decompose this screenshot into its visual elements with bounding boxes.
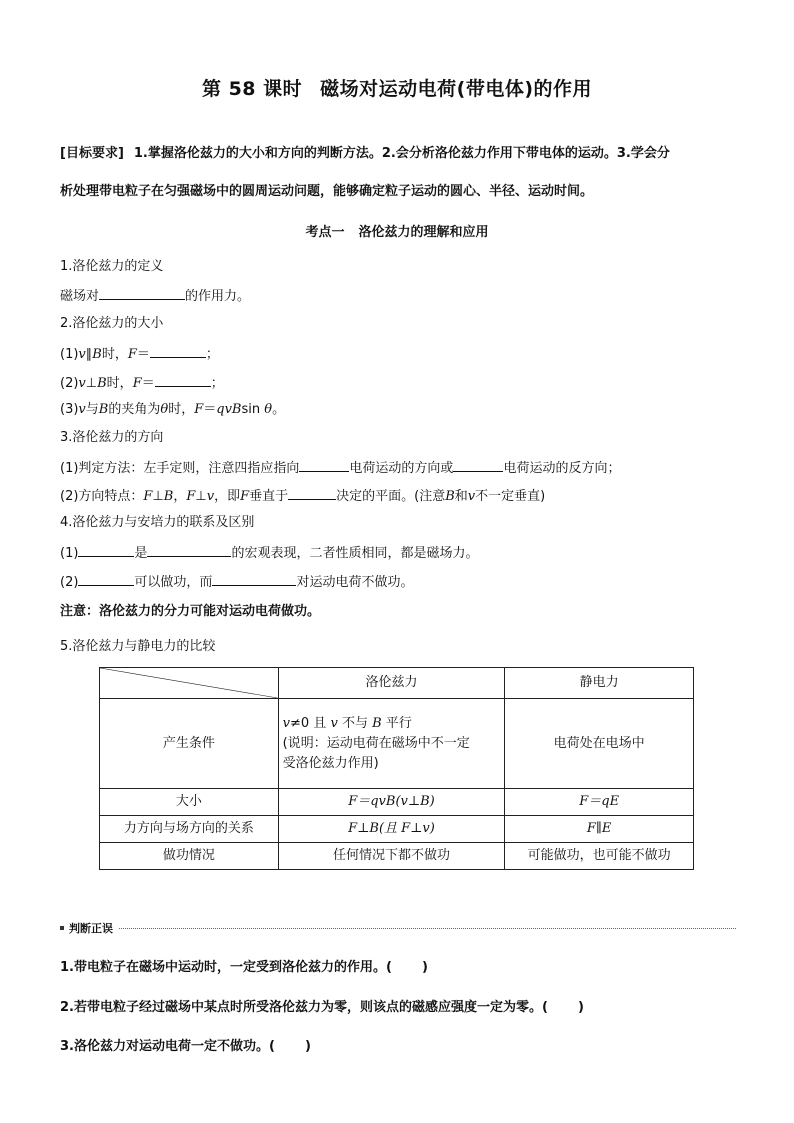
cell-electric-direction: F∥E: [505, 816, 694, 843]
cell-lorentz-direction: F⊥B(且 F⊥v): [278, 816, 505, 843]
fill-blank[interactable]: [155, 373, 211, 387]
fill-blank[interactable]: [147, 543, 231, 557]
s1-heading: 1.洛伦兹力的定义: [60, 259, 164, 274]
table-row: [100, 843, 694, 870]
goal-text-1: 1.掌握洛伦兹力的大小和方向的判断方法。2.会分析洛伦兹力作用下带电体的运动。3.学会分: [133, 146, 670, 161]
fill-blank[interactable]: [78, 572, 134, 586]
s3-heading: 3.洛伦兹力的方向: [60, 430, 164, 445]
fill-blank[interactable]: [150, 344, 206, 358]
cell-lorentz-condition: v≠0 且 v 不与 B 平行 (说明：运动电荷在磁场中不一定 受洛伦兹力作用): [278, 699, 505, 789]
fill-blank[interactable]: [453, 458, 503, 472]
header-lorentz: 洛伦兹力: [278, 668, 505, 699]
diagonal-header-cell: [100, 668, 279, 699]
goal-line-1: [60, 144, 750, 164]
row-label: 力方向与场方向的关系: [100, 816, 279, 843]
s5-heading: 5.洛伦兹力与静电力的比较: [60, 639, 216, 654]
s4-item-1: (1) 是 的宏观表现，二者性质相同，都是磁场力。: [60, 543, 478, 563]
s2-heading: 2.洛伦兹力的大小: [60, 316, 164, 331]
lesson-number: 第 58 课时: [201, 78, 303, 100]
fill-blank[interactable]: [299, 458, 349, 472]
row-label: 大小: [100, 789, 279, 816]
s3-item-2: (2)方向特点：F⊥B，F⊥v，即F垂直于 决定的平面。(注意B和v不一定垂直): [60, 486, 545, 506]
s3-item-1: (1)判定方法：左手定则，注意四指应指向 电荷运动的方向或 电荷运动的反方向；: [60, 458, 620, 478]
judge-question-2: 2.若带电粒子经过磁场中某点时所受洛伦兹力为零，则该点的磁感应强度一定为零。( ): [60, 1000, 584, 1015]
page-title: [0, 74, 794, 101]
lesson-topic: 磁场对运动电荷(带电体)的作用: [320, 78, 593, 100]
s4-heading: 4.洛伦兹力与安培力的联系及区别: [60, 515, 255, 530]
goal-text-2: 析处理带电粒子在匀强磁场中的圆周运动问题，能够确定粒子运动的圆心、半径、运动时间。: [60, 184, 594, 199]
section-heading: [0, 221, 794, 240]
point-label: 考点一: [305, 225, 345, 240]
s4-item-2: (2) 可以做功，而 对运动电荷不做功。: [60, 572, 413, 592]
row-label: 产生条件: [100, 699, 279, 789]
table-row: [100, 699, 694, 789]
comparison-table: [99, 667, 694, 870]
cell-electric-condition: 电荷处在电场中: [505, 699, 694, 789]
header-electric: 静电力: [505, 668, 694, 699]
cell-lorentz-work: 任何情况下都不做功: [278, 843, 505, 870]
table-row: [100, 816, 694, 843]
row-label: 做功情况: [100, 843, 279, 870]
judge-question-3: 3.洛伦兹力对运动电荷一定不做功。( ): [60, 1039, 311, 1054]
dotted-divider: [60, 928, 736, 929]
s2-item-1: (1)v∥B时，F＝ ；: [60, 344, 219, 364]
judge-label: 判断正误: [69, 922, 113, 935]
cell-electric-work: 可能做功，也可能不做功: [505, 843, 694, 870]
fill-blank[interactable]: [212, 572, 296, 586]
fill-blank[interactable]: [288, 486, 336, 500]
judge-question-1: 1.带电粒子在磁场中运动时，一定受到洛伦兹力的作用。( ): [60, 960, 428, 975]
goal-tag: [目标要求]: [60, 146, 124, 161]
s1-definition: 磁场对 的作用力。: [60, 286, 250, 306]
s2-item-2: (2)v⊥B时，F＝ ；: [60, 373, 224, 393]
fill-blank[interactable]: [99, 286, 185, 300]
table-header-row: [100, 668, 694, 699]
bullet-icon: [60, 926, 64, 930]
fill-blank[interactable]: [78, 543, 134, 557]
note: 注意：洛伦兹力的分力可能对运动电荷做功。: [60, 604, 321, 619]
table-row: [100, 789, 694, 816]
cell-electric-magnitude: F＝qE: [505, 789, 694, 816]
point-name: 洛伦兹力的理解和应用: [358, 225, 489, 240]
cell-lorentz-magnitude: F＝qvB(v⊥B): [278, 789, 505, 816]
judge-section-header: [60, 920, 736, 936]
s2-item-3: (3)v与B的夹角为θ时，F＝qvBsin θ。: [60, 402, 286, 417]
goal-line-2: [60, 182, 750, 202]
